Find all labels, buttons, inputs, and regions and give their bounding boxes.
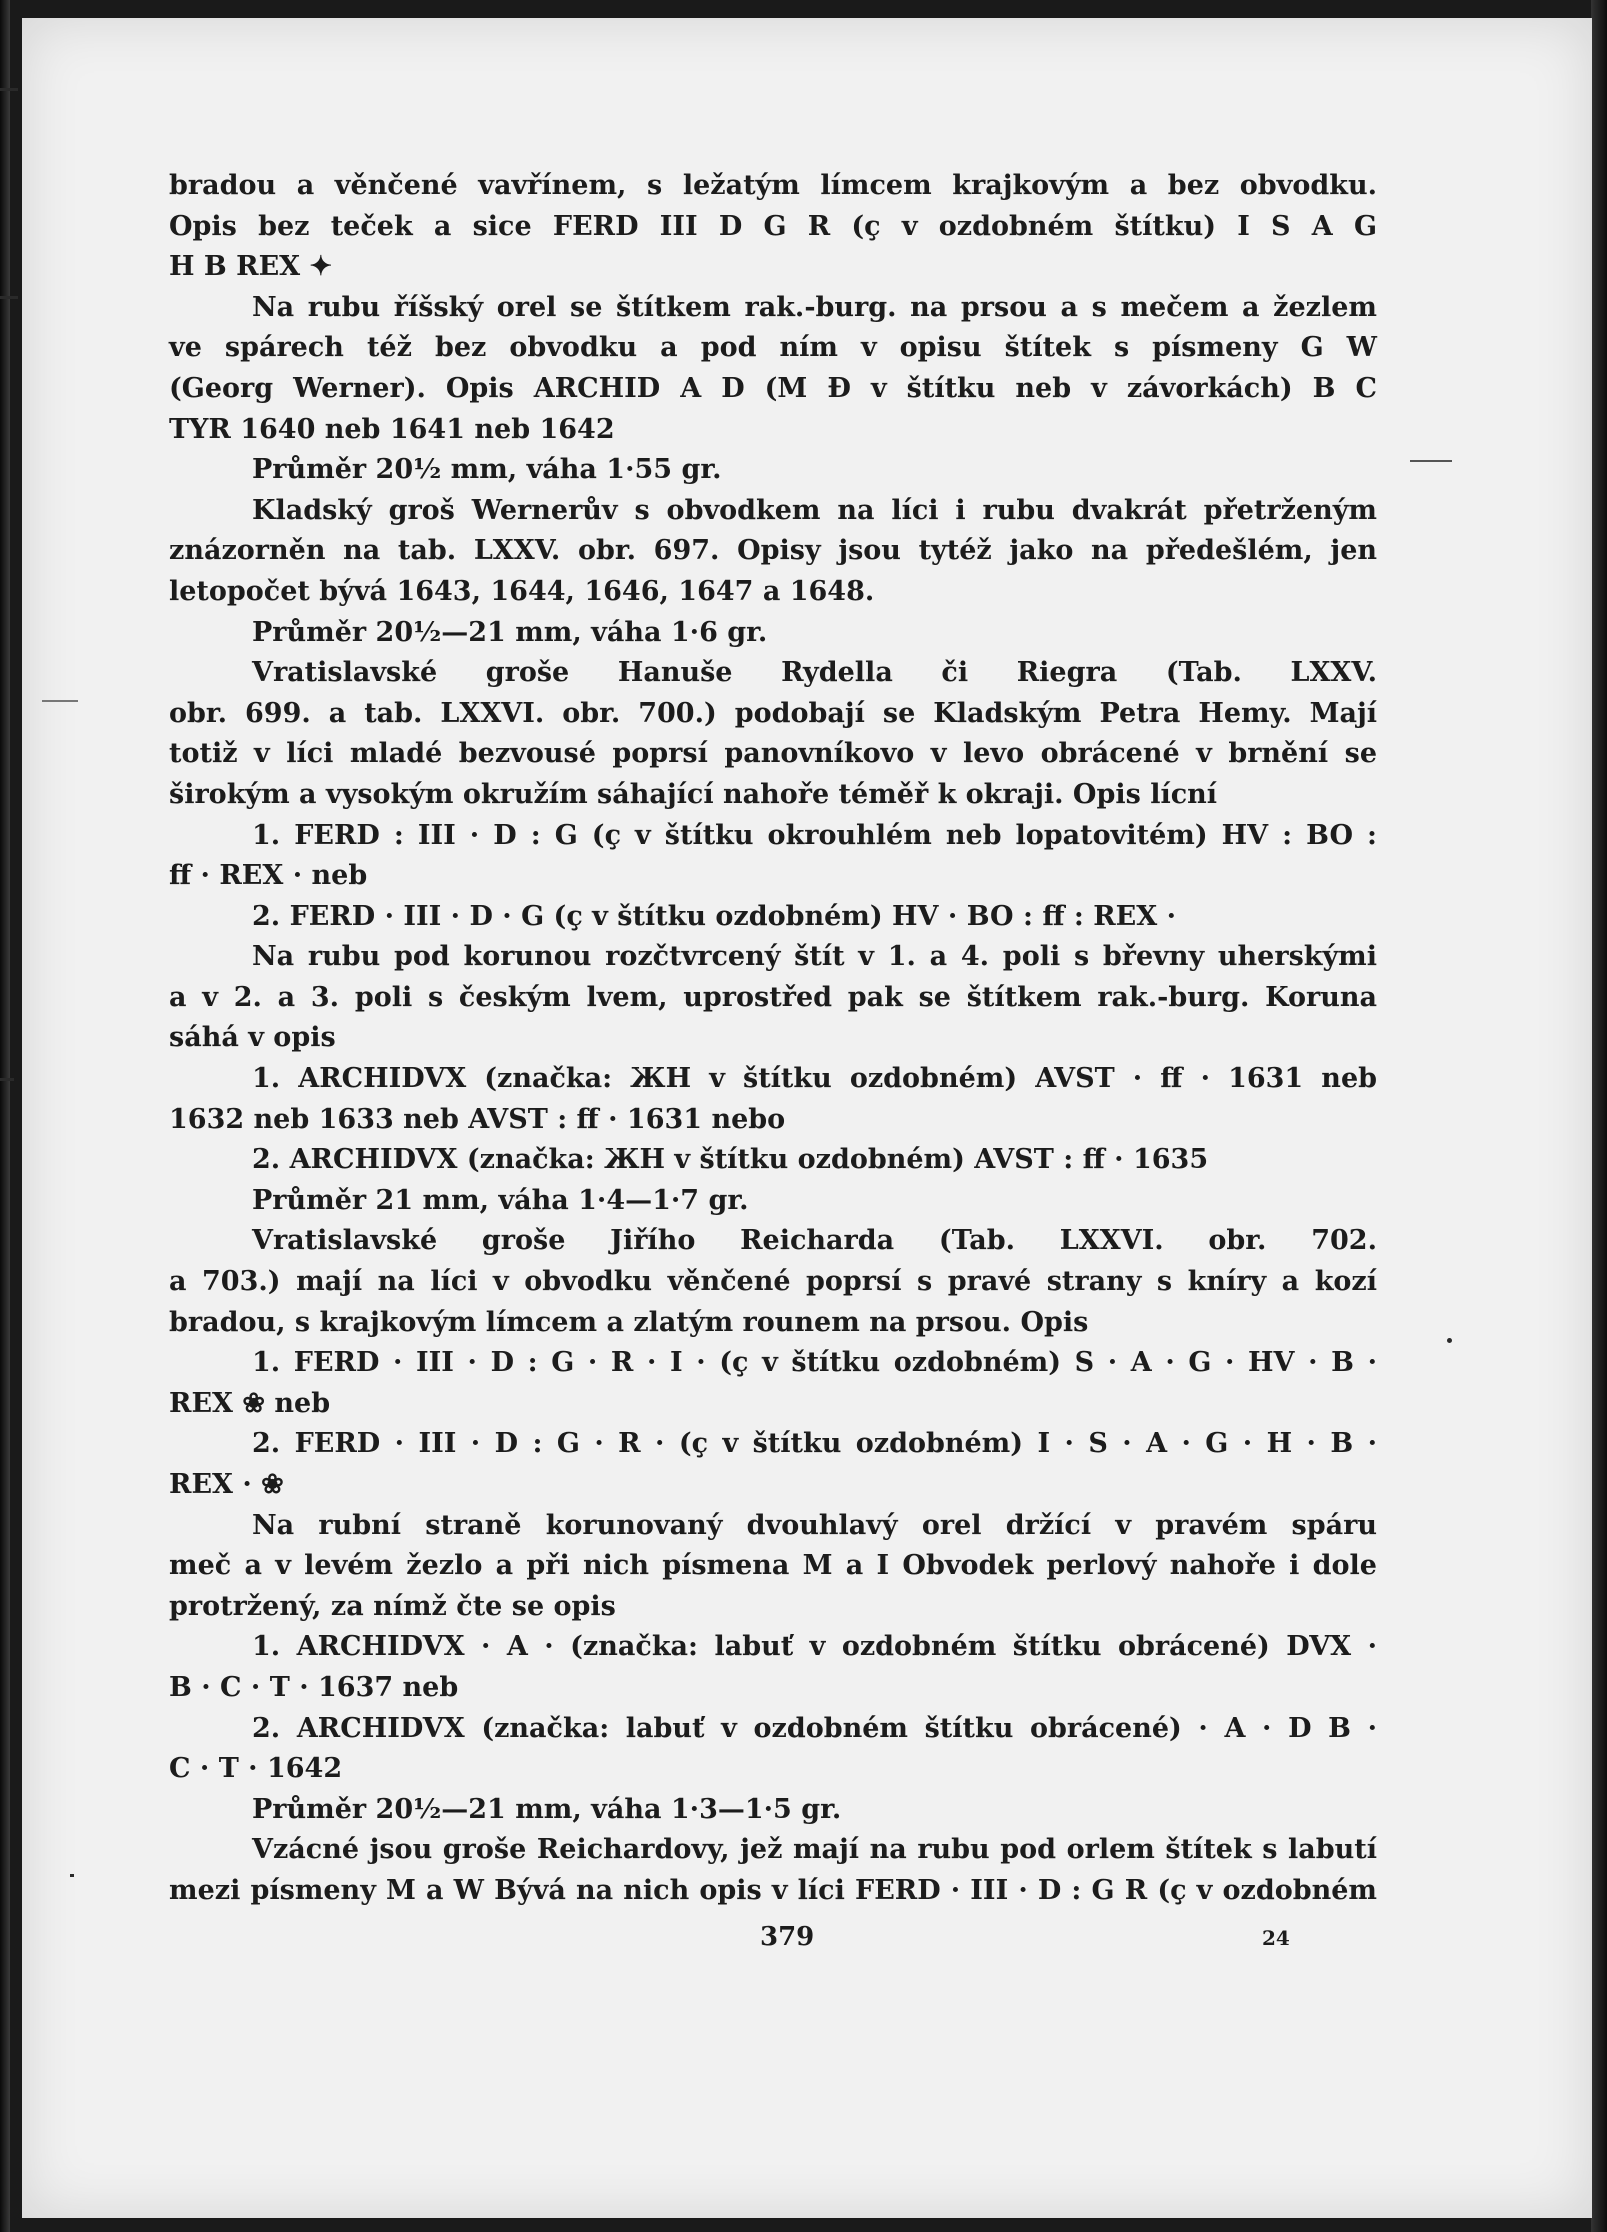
text-line: Průměr 20½ mm, váha 1·55 gr. bbox=[252, 454, 722, 486]
text-line: H B REX ✦ bbox=[169, 251, 333, 283]
text-line: 2. FERD · III · D · G (ç v štítku ozdobném) HV · BO : ff : REX · bbox=[252, 900, 1177, 932]
text-line: a v 2. a 3. poli s českým lvem, uprostřed pak se štítkem rak.-burg. Koruna bbox=[169, 981, 1377, 1013]
text-line: znázorněn na tab. LXXV. obr. 697. Opisy jsou tytéž jako na předešlém, jen bbox=[169, 535, 1377, 567]
signature-mark: 24 bbox=[1262, 1926, 1290, 1950]
text-line: Na rubu říšský orel se štítkem rak.-burg. na prsou a s mečem a žezlem bbox=[252, 291, 1377, 323]
text-line: sáhá v opis bbox=[169, 1022, 336, 1054]
scan-edge-right bbox=[1591, 0, 1607, 2232]
text-line: (Georg Werner). Opis ARCHID A D (M Ð v štítku neb v závorkách) B C bbox=[169, 372, 1377, 404]
text-line: 2. FERD · III · D : G · R · (ç v štítku ozdobném) I · S · A · G · H · B · bbox=[252, 1428, 1377, 1460]
text-line: Opis bez teček a sice FERD III D G R (ç v ozdobném štítku) I S A G bbox=[169, 210, 1377, 242]
text-line: Vratislavské groše Hanuše Rydella či Riegra (Tab. LXXV. bbox=[252, 657, 1377, 689]
page-number: 379 bbox=[760, 1922, 815, 1952]
text-line: obr. 699. a tab. LXXVI. obr. 700.) podobají se Kladským Petra Hemy. Mají bbox=[169, 697, 1377, 729]
text-line: totiž v líci mladé bezvousé poprsí panovníkovo v levo obrácené v brnění se bbox=[169, 738, 1377, 770]
text-line: bradou a věnčené vavřínem, s ležatým límcem krajkovým a bez obvodku. bbox=[169, 170, 1377, 201]
text-line: ve spárech též bez obvodku a pod ním v opisu štítek s písmeny G W bbox=[169, 332, 1377, 364]
text-line: Kladský groš Wernerův s obvodkem na líci i rubu dvakrát přetrženým bbox=[252, 494, 1377, 526]
text-line: Vzácné jsou groše Reichardovy, jež mají na rubu pod orlem štítek s labutí bbox=[252, 1834, 1377, 1866]
text-line: 1. ARCHIDVX · A · (značka: labuť v ozdobném štítku obrácené) DVX · bbox=[252, 1631, 1377, 1663]
margin-dot bbox=[1447, 1338, 1452, 1343]
text-line: Na rubu pod korunou rozčtvrcený štít v 1. a 4. poli s břevny uherskými bbox=[252, 941, 1377, 973]
text-line: 2. ARCHIDVX (značka: ЖH v štítku ozdobném) AVST : ff · 1635 bbox=[252, 1144, 1209, 1176]
text-line: Na rubní straně korunovaný dvouhlavý orel držící v pravém spáru bbox=[252, 1509, 1377, 1541]
text-line: 1. ARCHIDVX (značka: ЖH v štítku ozdobném) AVST · ff · 1631 neb bbox=[252, 1063, 1377, 1095]
binding-mark bbox=[0, 1078, 14, 1081]
margin-rule bbox=[1410, 460, 1452, 462]
text-line: Průměr 20½—21 mm, váha 1·3—1·5 gr. bbox=[252, 1793, 842, 1825]
text-line: mezi písmeny M a W Bývá na nich opis v líci FERD · III · D : G R (ç v ozdobném bbox=[169, 1874, 1377, 1906]
text-line: TYR 1640 neb 1641 neb 1642 bbox=[169, 413, 615, 445]
text-line: 1632 neb 1633 neb AVST : ff · 1631 nebo bbox=[169, 1103, 786, 1135]
text-line: Průměr 21 mm, váha 1·4—1·7 gr. bbox=[252, 1184, 749, 1216]
text-line: protržený, za nímž čte se opis bbox=[169, 1590, 616, 1622]
text-line: REX · ❀ bbox=[169, 1469, 284, 1500]
text-line: REX ❀ neb bbox=[169, 1387, 331, 1419]
binding-mark bbox=[0, 88, 18, 91]
text-line: ff · REX · neb bbox=[169, 860, 368, 892]
text-line: meč a v levém žezlo a při nich písmena M a I Obvodek perlový nahoře i dole bbox=[169, 1550, 1377, 1582]
text-line: 1. FERD · III · D : G · R · I · (ç v štítku ozdobném) S · A · G · HV · B · bbox=[252, 1347, 1377, 1379]
text-line: letopočet bývá 1643, 1644, 1646, 1647 a 1648. bbox=[169, 575, 875, 607]
text-line: Vratislavské groše Jiřího Reicharda (Tab. LXXVI. obr. 702. bbox=[252, 1225, 1377, 1257]
text-line: 2. ARCHIDVX (značka: labuť v ozdobném štítku obrácené) · A · D B · bbox=[252, 1712, 1377, 1744]
text-line: širokým a vysokým okružím sáhající nahoře téměř k okraji. Opis lícní bbox=[169, 778, 1218, 810]
scan-edge-left bbox=[0, 0, 10, 2232]
text-line: bradou, s krajkovým límcem a zlatým rounem na prsou. Opis bbox=[169, 1306, 1089, 1338]
binding-mark bbox=[0, 296, 18, 299]
text-line: a 703.) mají na líci v obvodku věnčené poprsí s pravé strany s kníry a kozí bbox=[169, 1266, 1377, 1298]
text-line: B · C · T · 1637 neb bbox=[169, 1671, 459, 1703]
text-line: C · T · 1642 bbox=[169, 1753, 343, 1785]
margin-rule bbox=[42, 700, 78, 702]
body-text bbox=[169, 166, 1377, 1912]
text-line: 1. FERD : III · D : G (ç v štítku okrouhlém neb lopatovitém) HV : BO : bbox=[252, 819, 1377, 851]
text-line: Průměr 20½—21 mm, váha 1·6 gr. bbox=[252, 616, 768, 648]
margin-dot bbox=[70, 1874, 74, 1877]
